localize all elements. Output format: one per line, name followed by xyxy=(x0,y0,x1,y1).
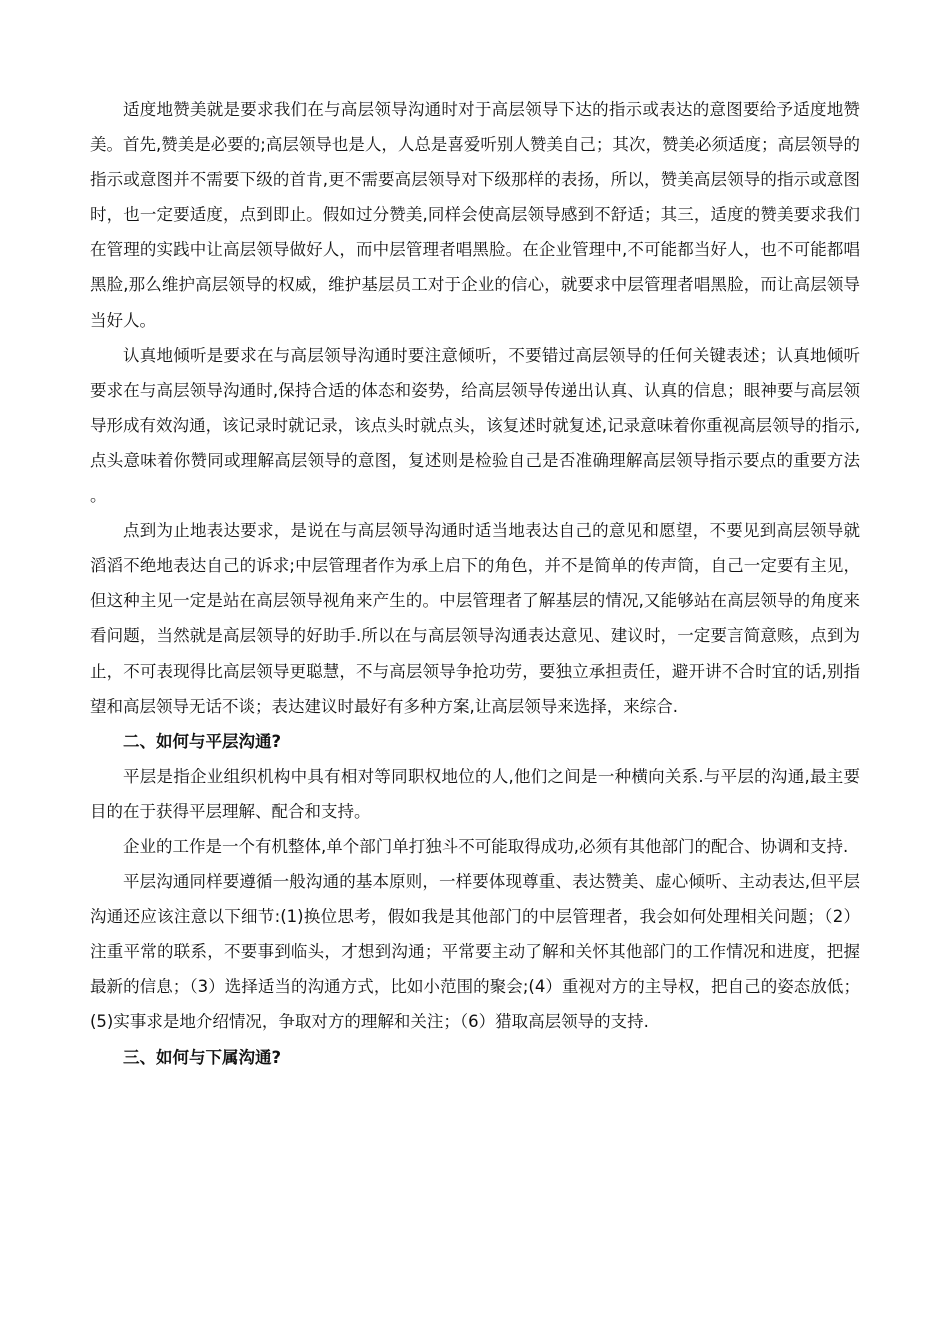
paragraph-organic-whole: 企业的工作是一个有机整体,单个部门单打独斗不可能取得成功,必须有其他部门的配合、协调和支持. xyxy=(123,836,849,856)
paragraph-listening: 认真地倾听是要求在与高层领导沟通时要注意倾听，不要错过高层领导的任何关键表述；认真地倾听要求在与高层领导沟通时,保持合适的体态和姿势，给高层领导传递出认真、认真的信息；眼神要与高层领导形成有效沟通，该记录时就记录，该点头时就点头，该复述时就复述,记录意味着你重视高层领导的指示,点头意味着你赞同或理解高层领导的意图，复述则是检验自己是否准确理解高层领导指示要点的重要方法。 xyxy=(90,345,860,506)
section-heading-subordinate-communication: 三、如何与下属沟通? xyxy=(123,1047,282,1067)
section-heading-peer-communication: 二、如何与平层沟通? xyxy=(123,731,282,751)
paragraph-praise: 适度地赞美就是要求我们在与高层领导沟通时对于高层领导下达的指示或表达的意图要给予适度地赞美。首先,赞美是必要的;高层领导也是人，人总是喜爱听别人赞美自己；其次，赞美必须适度；高层领导的指示或意图并不需要下级的首肯,更不需要高层领导对下级那样的表扬，所以，赞美高层领导的指示或意图时，也一定要适度，点到即止。假如过分赞美,同样会使高层领导感到不舒适；其三，适度的赞美要求我们在管理的实践中让高层领导做好人，而中层管理者唱黑脸。在企业管理中,不可能都当好人，也不可能都唱黑脸,那么维护高层领导的权威，维护基层员工对于企业的信心，就要求中层管理者唱黑脸，而让高层领导当好人。 xyxy=(90,100,860,330)
paragraph-expression: 点到为止地表达要求，是说在与高层领导沟通时适当地表达自己的意见和愿望，不要见到高层领导就滔滔不绝地表达自己的诉求;中层管理者作为承上启下的角色，并不是简单的传声筒，自己一定要有主见，但这种主见一定是站在高层领导视角来产生的。中层管理者了解基层的情况,又能够站在高层领导的角度来看问题，当然就是高层领导的好助手.所以在与高层领导沟通表达意见、建议时，一定要言简意赅，点到为止，不可表现得比高层领导更聪慧，不与高层领导争抢功劳，要独立承担责任，避开讲不合时宜的话,别指望和高层领导无话不谈；表达建议时最好有多种方案,让高层领导来选择，来综合. xyxy=(90,521,860,716)
paragraph-peer-definition: 平层是指企业组织机构中具有相对等同职权地位的人,他们之间是一种横向关系.与平层的沟通,最主要目的在于获得平层理解、配合和支持。 xyxy=(90,766,860,821)
document-body xyxy=(90,92,860,1075)
paragraph-peer-principles: 平层沟通同样要遵循一般沟通的基本原则，一样要体现尊重、表达赞美、虚心倾听、主动表达,但平层沟通还应该注意以下细节:(1)换位思考，假如我是其他部门的中层管理者，我会如何处理相关问题；（2）注重平常的联系，不要事到临头，才想到沟通；平常要主动了解和关怀其他部门的工作情况和进度，把握最新的信息；（3）选择适当的沟通方式，比如小范围的聚会;(4）重视对方的主导权，把自己的姿态放低；(5)实事求是地介绍情况，争取对方的理解和关注；（6）猎取高层领导的支持. xyxy=(90,872,860,1032)
